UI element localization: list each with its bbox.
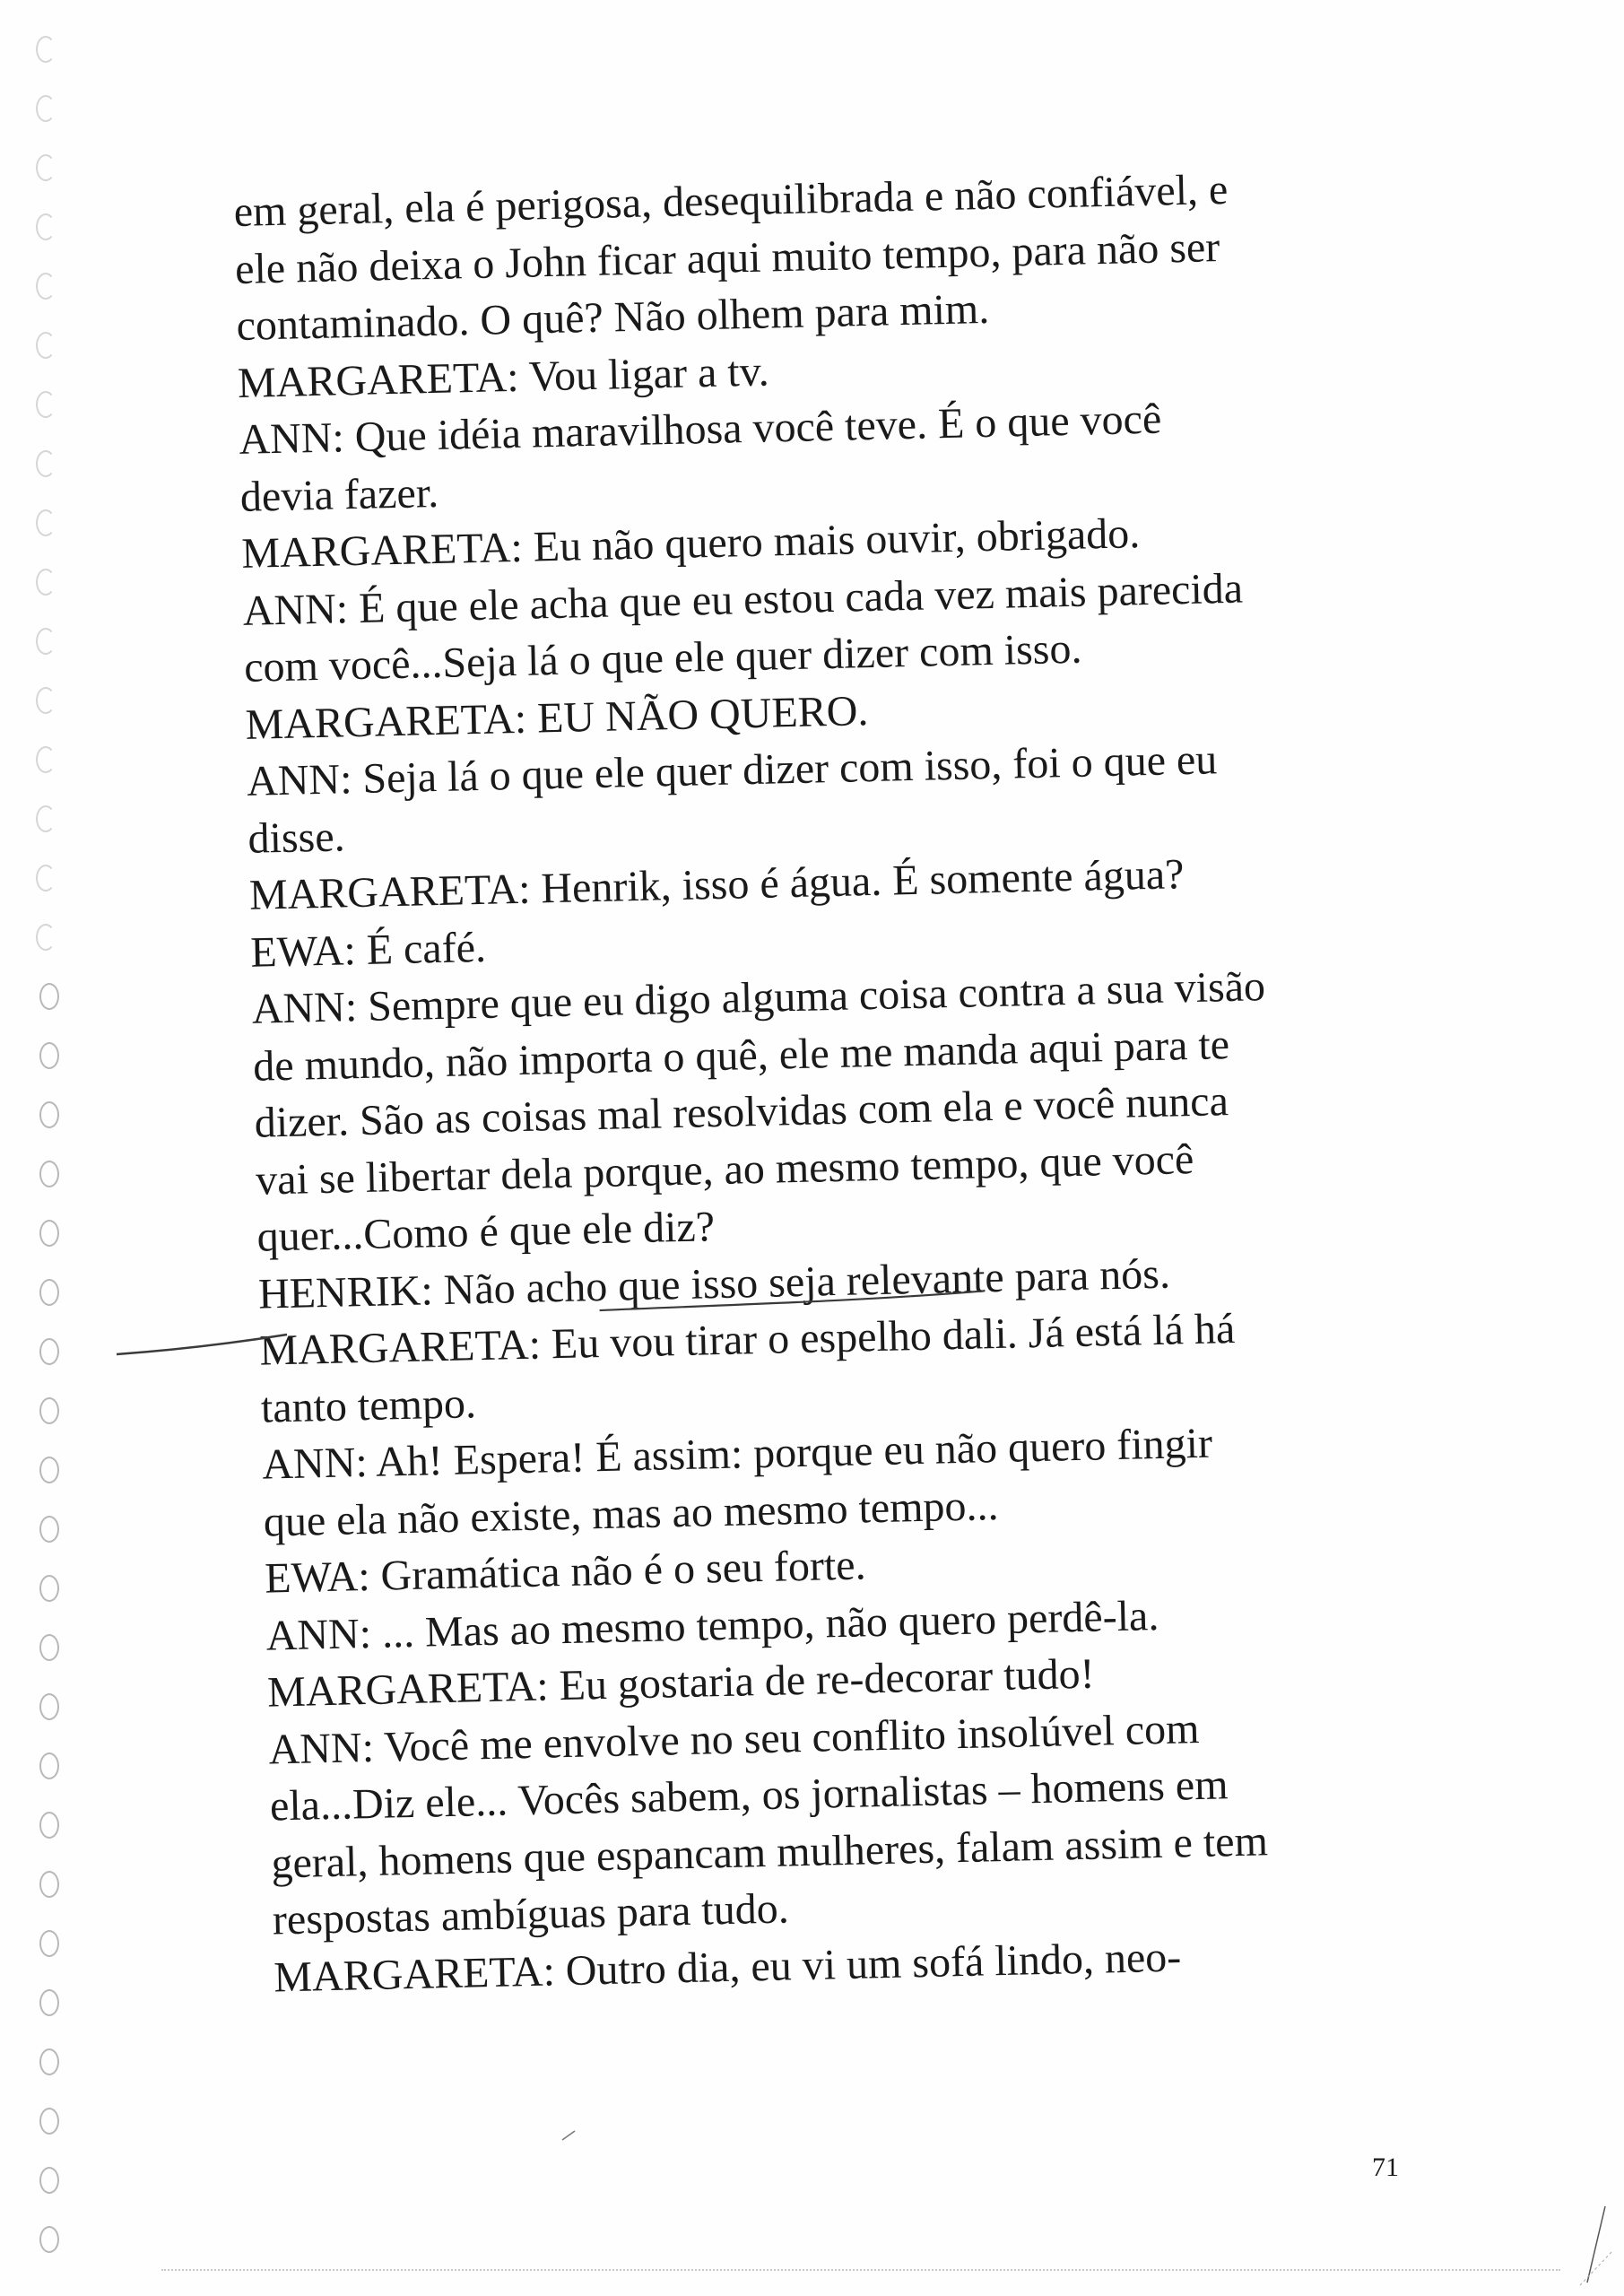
binder-hole xyxy=(39,1161,59,1187)
script-line: MARGARETA: Henrik, isso é água. É somente água? xyxy=(248,850,1185,919)
script-line: com você...Seja lá o que ele quer dizer com isso. xyxy=(243,624,1082,691)
script-line: dizer. São as coisas mal resolvidas com ela e você nunca xyxy=(254,1077,1229,1147)
script-line: que ela não existe, mas ao mesmo tempo... xyxy=(263,1481,1000,1546)
pencil-corner-mark xyxy=(1578,2197,1614,2287)
script-line: MARGARETA: Eu vou tirar o espelho dali. Já está lá há xyxy=(258,1304,1236,1375)
script-line: ANN: É que ele acha que eu estou cada vez mais parecida xyxy=(242,564,1244,635)
binder-hole xyxy=(39,2167,59,2194)
script-line: MARGARETA: Vou ligar a tv. xyxy=(237,347,770,407)
script-line: disse. xyxy=(247,812,346,863)
script-line: vai se libertar dela porque, ao mesmo tempo, que você xyxy=(255,1135,1194,1205)
binder-hole xyxy=(36,95,56,122)
binder-hole xyxy=(39,1693,59,1720)
binder-hole xyxy=(36,332,56,359)
binder-hole xyxy=(39,1101,59,1128)
script-line: ela...Diz ele... Vocês sabem, os jornalistas – homens em xyxy=(269,1761,1229,1831)
binder-holes xyxy=(36,27,72,2287)
script-line: ANN: Seja lá o que ele quer dizer com isso, foi o que eu xyxy=(246,735,1218,805)
script-line: contaminado. O quê? Não olhem para mim. xyxy=(235,284,990,350)
script-line: de mundo, não importa o quê, ele me manda aqui para te xyxy=(252,1020,1230,1091)
binder-hole xyxy=(39,983,59,1010)
binder-hole xyxy=(39,2226,59,2253)
page-number: 71 xyxy=(1372,2152,1399,2182)
pencil-underline xyxy=(599,1305,600,1306)
binder-hole xyxy=(36,924,56,951)
binder-hole xyxy=(36,509,56,536)
binder-hole xyxy=(36,273,56,300)
script-line: respostas ambíguas para tudo. xyxy=(272,1884,790,1944)
script-line: MARGARETA: Eu gostaria de re-decorar tudo! xyxy=(266,1649,1096,1717)
binder-hole xyxy=(36,865,56,891)
script-line: tanto tempo. xyxy=(260,1378,477,1432)
binder-hole xyxy=(36,569,56,596)
script-line-text: HENRIK: Não acho que isso seja relevante para nós. xyxy=(257,1249,1171,1318)
script-line: geral, homens que espancam mulheres, falam assim e tem xyxy=(270,1816,1269,1888)
binder-hole xyxy=(36,450,56,477)
binder-hole xyxy=(36,213,56,240)
binder-hole xyxy=(36,805,56,832)
binder-hole xyxy=(36,687,56,714)
binder-hole xyxy=(39,1634,59,1661)
binder-hole xyxy=(39,1930,59,1957)
script-line: EWA: Gramática não é o seu forte. xyxy=(264,1541,867,1603)
binder-hole xyxy=(39,1279,59,1306)
script-line: devia fazer. xyxy=(239,468,439,521)
script-line: MARGARETA: Eu não quero mais ouvir, obrigado. xyxy=(240,509,1141,578)
binder-hole xyxy=(39,2048,59,2075)
binder-hole xyxy=(39,1457,59,1483)
script-line: ANN: Ah! Espera! É assim: porque eu não quero fingir xyxy=(261,1419,1213,1489)
script-line: ele não deixa o John ficar aqui muito tempo, para não ser xyxy=(234,222,1220,293)
binder-hole xyxy=(39,1338,59,1365)
script-line: ANN: Você me envolve no seu conflito insolúvel com xyxy=(268,1704,1200,1774)
binder-hole xyxy=(36,391,56,418)
script-line: em geral, ela é perigosa, desequilibrada e não confiável, e xyxy=(233,165,1229,236)
script-line: EWA: É café. xyxy=(249,923,487,977)
script-line: MARGARETA: Outro dia, eu vi um sofá lindo, neo- xyxy=(273,1933,1182,2001)
pencil-stray-mark xyxy=(560,2126,578,2144)
script-text-block xyxy=(233,157,1476,2006)
binder-hole xyxy=(36,628,56,655)
script-line: ANN: Que idéia maravilhosa você teve. É o que você xyxy=(238,395,1162,464)
script-line: quer...Como é que ele diz? xyxy=(256,1203,716,1261)
binder-hole xyxy=(39,1752,59,1779)
script-line: MARGARETA: EU NÃO QUERO. xyxy=(245,686,869,749)
binder-hole xyxy=(39,1397,59,1424)
binder-hole xyxy=(39,1042,59,1069)
binder-hole xyxy=(39,1871,59,1898)
binder-hole xyxy=(39,1812,59,1839)
binder-hole xyxy=(36,36,56,63)
binder-hole xyxy=(39,2108,59,2135)
binder-hole xyxy=(36,154,56,181)
binder-hole xyxy=(39,1575,59,1602)
scan-edge-line xyxy=(161,2269,1560,2271)
binder-hole xyxy=(39,1220,59,1247)
binder-hole xyxy=(36,746,56,773)
script-line: ANN: Sempre que eu digo alguma coisa contra a sua visão xyxy=(251,962,1266,1033)
binder-hole xyxy=(39,1516,59,1543)
pencil-margin-mark xyxy=(112,1327,291,1363)
script-line: ANN: ... Mas ao mesmo tempo, não quero perdê-la. xyxy=(265,1591,1159,1660)
binder-hole xyxy=(39,1989,59,2016)
